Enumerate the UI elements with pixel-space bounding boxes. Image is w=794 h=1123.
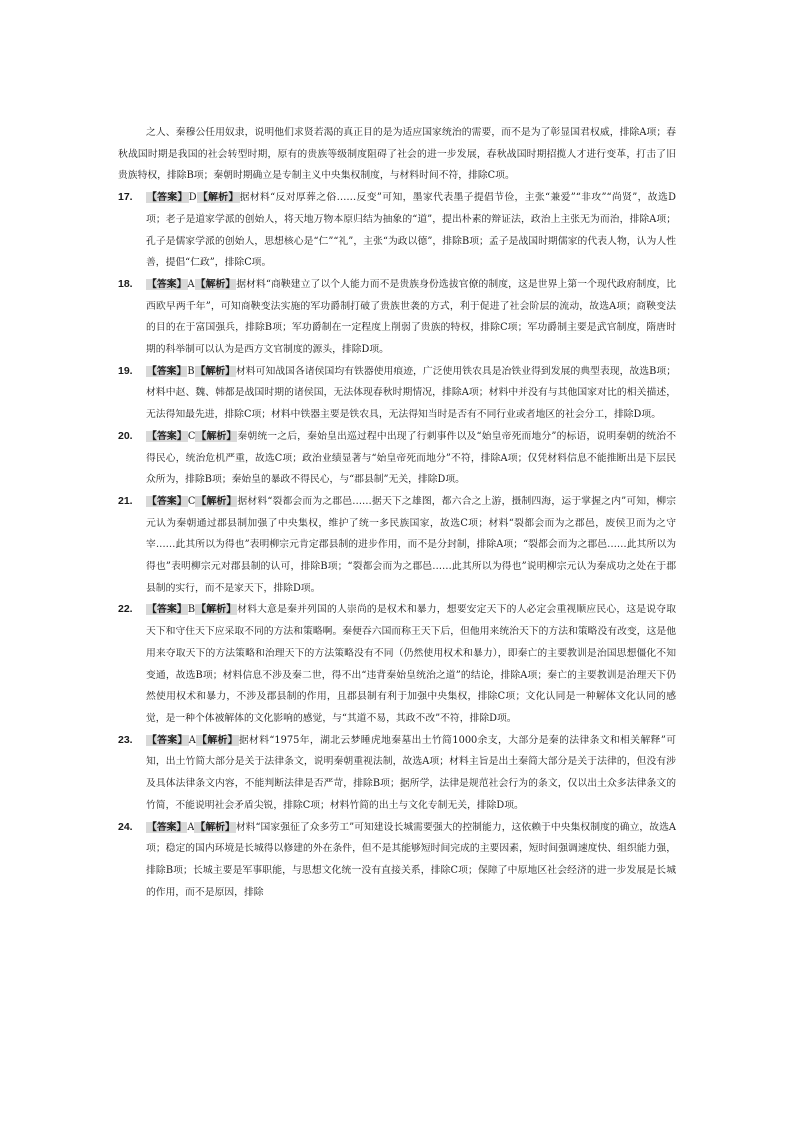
analysis-label: 【解析】 — [196, 734, 238, 746]
answer-letter: D — [188, 192, 197, 204]
answer-label: 【答案】 — [147, 821, 187, 833]
answer-item — [118, 426, 676, 491]
question-number: 24. — [118, 820, 133, 833]
answer-letter: A — [188, 734, 196, 746]
analysis-text: 材料“国家强征了众多劳工”可知建设长城需要强大的控制能力，这依赖于中央集权制度的确立，故选A项；稳定的国内环境是长城得以修建的外在条件，但不是其能够短时间完成的主要因素，短时间强调速度快、组织能力强，排除B项；长城主要是军事职能，与思想文化统一没有直接关系，排除C项；保障了中原地区社会经济的进一步发展是长城的作用，而不是原因，排除 — [146, 821, 677, 898]
intro-paragraph: 之人、秦穆公任用奴隶，说明他们求贤若渴的真正目的是为适应国家统治的需要，而不是为了彰显国君权威，排除A项；春秋战国时期是我国的社会转型时期，原有的贵族等级制度阻碍了社会的进一步发展，春秋战国时期招揽人才进行变革，打击了旧贵族特权，排除B项；秦朝时期确立是专制主义中央集权制度，与材料时间不符，排除C项。 — [118, 127, 676, 182]
answer-letter: B — [187, 604, 196, 616]
analysis-text: 材料大意是秦并列国的人崇尚的是权术和暴力，想要安定天下的人必定会重视顺应民心，这是说夺取天下和守住天下应采取不同的方法和策略啊。秦便吞六国而称王天下后，但他用来统治天下的方法和策略没有改变，这是他用来夺取天下的方法策略和治理天下的方法策略没有不同（仍然使用权术和暴力），即秦亡的主要教训是治国思想僵化不知变通，故选B项；材料信息不涉及秦二世，得不出“违背秦始皇统治之道”的结论，排除A项；秦亡的主要教训是治理天下仍然使用权术和暴力，不涉及郡县制的作用，且郡县制有利于加强中央集权，排除C项；文化认同是一种解体文化认同的感觉，是一种个体被解体的文化影响的感觉，与“其道不易，其政不改”不符，排除D项。 — [146, 604, 677, 724]
answer-item — [118, 274, 676, 361]
answer-label: 【答案】 — [147, 604, 187, 616]
question-number: 19. — [118, 364, 133, 377]
answer-label: 【答案】 — [147, 495, 187, 507]
analysis-label: 【解析】 — [196, 430, 237, 442]
question-number: 22. — [118, 603, 133, 616]
analysis-text: 据材料“裂都会而为之郡邑……据天下之雄图，都六合之上游，摄制四海，运于掌握之内”可知，柳宗元认为秦朝通过郡县制加强了中央集权，维护了统一多民族国家，故选C项；材料“裂都会而为之郡邑，废侯卫而为之守宰……此其所以为得也”表明柳宗元肯定郡县制的进步作用，而不是分封制，排除A项；“裂都会而为之郡邑……此其所以为得也”表明柳宗元对郡县制的认可，排除B项；“裂都会而为之郡邑……此其所以为得也”说明柳宗元认为秦成功之处在于郡县制的实行，而不是家天下，排除D项。 — [146, 495, 677, 594]
answer-label: 【答案】 — [147, 365, 187, 377]
analysis-label: 【解析】 — [195, 821, 235, 833]
question-number: 17. — [118, 191, 133, 204]
answer-label: 【答案】 — [147, 430, 187, 442]
analysis-text: 据材料“1975年，湖北云梦睡虎地秦墓出土竹简1000余支，大部分是秦的法律条文和相关解释”可知，出土竹简大部分是关于法律条文，说明秦朝重视法制，故选A项；材料主旨是出土秦简大部分是关于法律的，但没有涉及具体法律条文内容，不能判断法律是否严苛，排除B项；据所学，法律是规范社会行为的条文，仅以出土众多法律条文的竹简，不能说明社会矛盾尖锐，排除C项；材料竹简的出土与文化专制无关，排除D项。 — [146, 734, 677, 811]
question-number: 23. — [118, 733, 133, 746]
answer-item — [118, 491, 676, 600]
analysis-label: 【解析】 — [197, 192, 239, 204]
answer-item — [118, 730, 676, 817]
answer-item — [118, 361, 676, 426]
analysis-text: 材料可知战国各诸侯国均有铁器使用痕迹，广泛使用铁农具是冶铁业得到发展的典型表现，故选B项；材料中赵、魏、韩都是战国时期的诸侯国，无法体现春秋时期情况，排除A项；材料中并没有与其他国家对比的相关描述，无法得知最先进，排除C项；材料中铁器主要是铁农具，无法得知当时是否有不同行业或者地区的社会分工，排除D项。 — [146, 365, 677, 421]
answer-item — [118, 599, 676, 729]
analysis-text: 据材料“商鞅建立了以个人能力而不是贵族身份选拔官僚的制度，这是世界上第一个现代政府制度，比西欧早两千年”，可知商鞅变法实施的军功爵制打破了贵族世袭的方式，利于促进了社会阶层的流动，故选A项；商鞅变法的目的在于富国强兵，排除B项；军功爵制在一定程度上削弱了贵族的特权，排除C项；军功爵制主要是武官制度，隋唐时期的科举制可以认为是西方文官制度的源头，排除D项。 — [146, 278, 676, 356]
answer-label: 【答案】 — [147, 192, 188, 204]
answer-label: 【答案】 — [147, 734, 188, 746]
question-number: 21. — [118, 494, 133, 507]
answer-label: 【答案】 — [147, 278, 187, 290]
answer-letter: A — [187, 821, 195, 833]
answer-content — [118, 122, 676, 903]
answer-item — [118, 817, 676, 904]
analysis-label: 【解析】 — [196, 495, 237, 507]
answer-item — [118, 187, 676, 274]
answer-letter: C — [187, 495, 196, 507]
answer-letter: C — [187, 430, 196, 442]
answer-letter: B — [187, 365, 195, 377]
answer-list — [118, 187, 676, 903]
analysis-label: 【解析】 — [196, 604, 237, 616]
analysis-text: 秦朝统一之后，秦始皇出巡过程中出现了行刺事件以及“始皇帝死而地分”的标语，说明秦朝的统治不得民心，统治危机严重，故选C项；政治业绩显著与“始皇帝死而地分”不符，排除A项；仅凭材料信息不能推断出是下层民众所为，排除B项；秦始皇的暴政不得民心，与“郡县制”无关，排除D项。 — [146, 430, 677, 486]
analysis-label: 【解析】 — [195, 278, 236, 290]
answer-letter: A — [187, 278, 195, 290]
question-number: 18. — [118, 277, 133, 290]
analysis-text: 据材料“反对厚葬之俗……反变”可知，墨家代表墨子提倡节俭，主张“兼爱”“非攻”“尚贤”，故选D项；老子是道家学派的创始人，将天地万物本原归结为抽象的“道”，提出朴素的辩证法，政治上主张无为而治，排除A项；孔子是儒家学派的创始人，思想核心是“仁”“礼”，主张“为政以德”，排除B项；孟子是战国时期儒家的代表人物，认为人性善，提倡“仁政”，排除C项。 — [146, 192, 677, 269]
question-number: 20. — [118, 429, 133, 442]
analysis-label: 【解析】 — [195, 365, 235, 377]
